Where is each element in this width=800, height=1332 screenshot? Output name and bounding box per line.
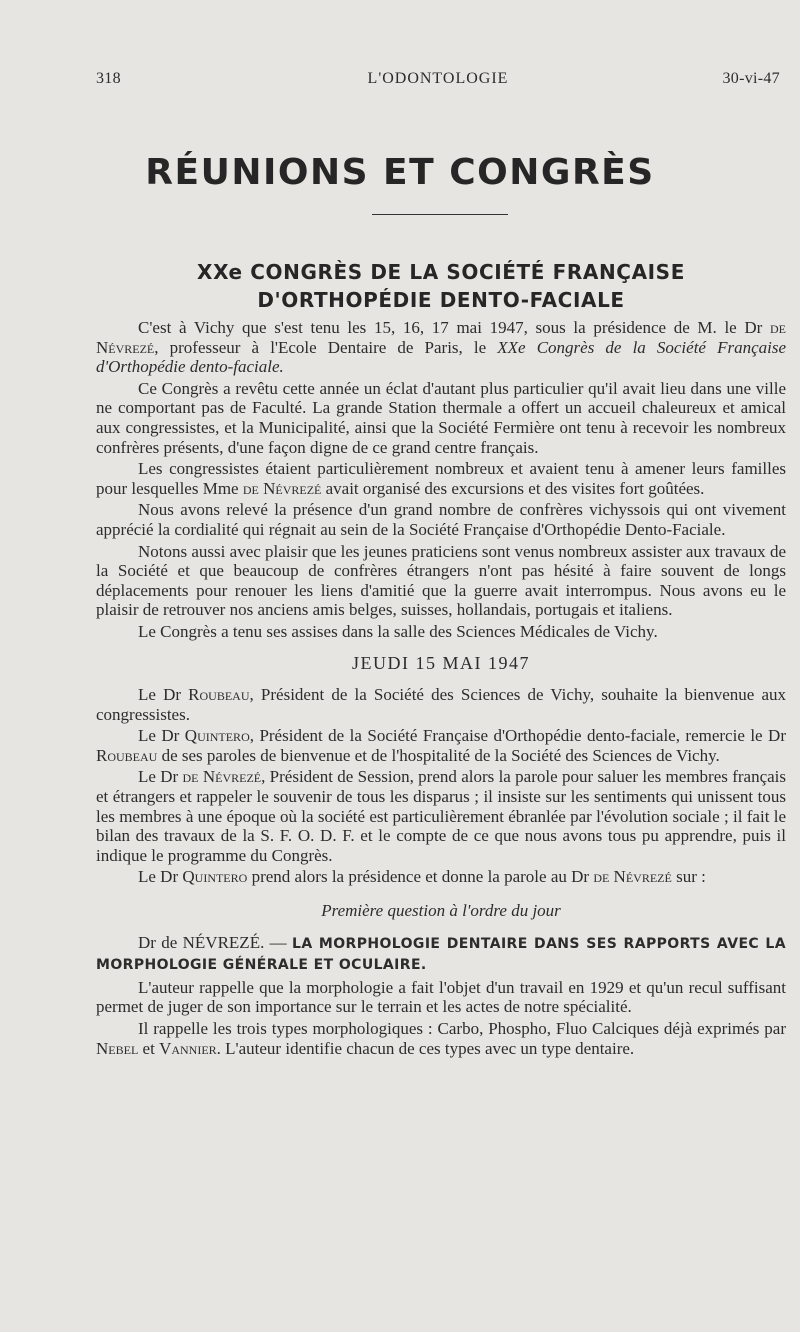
- text-run: Le Dr: [138, 726, 185, 746]
- person-name: Quintero: [184, 726, 250, 746]
- question-heading: Première question à l'ordre du jour: [321, 901, 561, 921]
- day-heading: JEUDI 15 MAI 1947: [352, 652, 530, 673]
- congress-name: XXe Congrès de la Société Française d'Orthopédie dento-faciale.: [96, 337, 787, 377]
- text-run: , Président de la Société des Sciences de Vichy, souhaite la bienvenue aux congressistes.: [96, 685, 786, 724]
- person-name: de Névrezé: [242, 478, 322, 498]
- text-run: . L'auteur identifie chacun de ces types avec un type dentaire.: [216, 1038, 635, 1058]
- page-number: 318: [96, 70, 121, 87]
- journal-title: L'ODONTOLOGIE: [367, 70, 509, 87]
- text-run: , Président de Session, prend alors la parole pour saluer les membres français et étrangers et rappeler le souvenir de tous les disparus ; il insiste sur les sentiments qui unissent tous les membres à une époque où la société est particulièrement ébranlée par l'évolution sociale ; il fait le bilan des travaux de la S. F. O. D. F. et le compte de ce que nous avons tous pu apprendre, puis il indique le programme du Congrès.: [96, 767, 786, 865]
- text-run: de ses paroles de bienvenue et de l'hospitalité de la Société des Sciences de Vichy.: [157, 745, 720, 765]
- paragraph: [96, 767, 786, 865]
- article-title: [96, 258, 786, 314]
- article-title-line-1: XXe CONGRÈS DE LA SOCIÉTÉ FRANÇAISE: [197, 260, 685, 284]
- title-divider: [372, 214, 508, 215]
- text-run: , professeur à l'Ecole Dentaire de Paris, le: [154, 337, 498, 357]
- person-name: Roubeau: [96, 745, 158, 765]
- text-run: Le Dr: [138, 767, 183, 787]
- article-title-line-2: D'ORTHOPÉDIE DENTO-FACIALE: [257, 288, 625, 312]
- issue-date: 30-vi-47: [722, 70, 780, 87]
- paragraph: [96, 685, 786, 724]
- running-header: [96, 70, 780, 94]
- text-run: Il rappelle les trois types morphologiques : Carbo, Phospho, Fluo Calciques déjà exprimés par: [138, 1019, 786, 1038]
- topic-speaker: Dr de NÉVREZÉ. —: [138, 932, 292, 952]
- text-run: sur :: [671, 867, 706, 887]
- person-name: de Névrezé: [593, 867, 672, 887]
- text-run: et: [138, 1038, 160, 1058]
- person-name: de Névrezé: [182, 767, 262, 787]
- paragraph: Le Congrès a tenu ses assises dans la salle des Sciences Médicales de Vichy.: [138, 621, 658, 641]
- paragraph: L'auteur rappelle que la morphologie a fait l'objet d'un travail en 1929 et qu'un recul suffisant permet de juger de son importance sur le terrain et les actes de notre spécialité.: [96, 977, 786, 1017]
- person-name: Roubeau: [188, 685, 250, 705]
- paragraph: [96, 318, 786, 377]
- paragraph: [96, 867, 786, 887]
- text-run: Le Dr: [138, 867, 183, 887]
- topic-heading: [96, 933, 786, 976]
- text-run: Le Dr: [138, 685, 189, 705]
- paragraph: Notons aussi avec plaisir que les jeunes praticiens sont venus nombreux assister aux travaux de la Société et que beaucoup de confrères étrangers n'ont pas hésité à faire souvent de longs déplacements pour renouer les liens d'amitié que la guerre avait interrompus. Nous avons eu le plaisir de retrouver nos anciens amis belges, suisses, hollandais, portugais et italiens.: [96, 541, 786, 620]
- paragraph: [96, 459, 786, 498]
- topic-title: LA MORPHOLOGIE DENTAIRE DANS SES RAPPORTS AVEC LA MORPHOLOGIE GÉNÉRALE ET OCULAIRE.: [96, 935, 786, 974]
- text-run: avait organisé des excursions et des visites fort goûtées.: [321, 478, 705, 498]
- person-name: Vannier: [159, 1038, 217, 1058]
- article-body: [96, 318, 786, 1060]
- paragraph: Ce Congrès a revêtu cette année un éclat d'autant plus particulier qu'il avait lieu dans une ville ne comportant pas de Faculté. La grande Station thermale a offert un accueil chaleureux et amical aux congressistes, et la Municipalité, ainsi que la Société Fermière ont tenu à recevoir les nombreux confrères présents, d'une façon digne de ce grand centre français.: [96, 378, 786, 457]
- paragraph: [96, 726, 786, 765]
- text-run: , Président de la Société Française d'Orthopédie dento-faciale, remercie le Dr: [249, 726, 787, 746]
- text-run: prend alors la présidence et donne la parole au Dr: [247, 867, 594, 887]
- paragraph: [96, 1019, 786, 1058]
- paragraph: Nous avons relevé la présence d'un grand nombre de confrères vichyssois qui ont vivement apprécié la cordialité qui régnait au sein de la Société Française d'Orthopédie Dento-Faciale.: [96, 500, 786, 539]
- text-run: Les congressistes étaient particulièrement nombreux et avaient tenu à amener leurs familles pour lesquelles Mme: [96, 459, 786, 498]
- person-name: Quintero: [182, 867, 248, 887]
- text-run: C'est à Vichy que s'est tenu les 15, 16, 17 mai 1947, sous la présidence de M. le Dr: [138, 318, 770, 337]
- person-name: Nebel: [96, 1038, 139, 1058]
- section-title: RÉUNIONS ET CONGRÈS: [145, 152, 655, 193]
- person-name: de Névrezé: [96, 318, 786, 357]
